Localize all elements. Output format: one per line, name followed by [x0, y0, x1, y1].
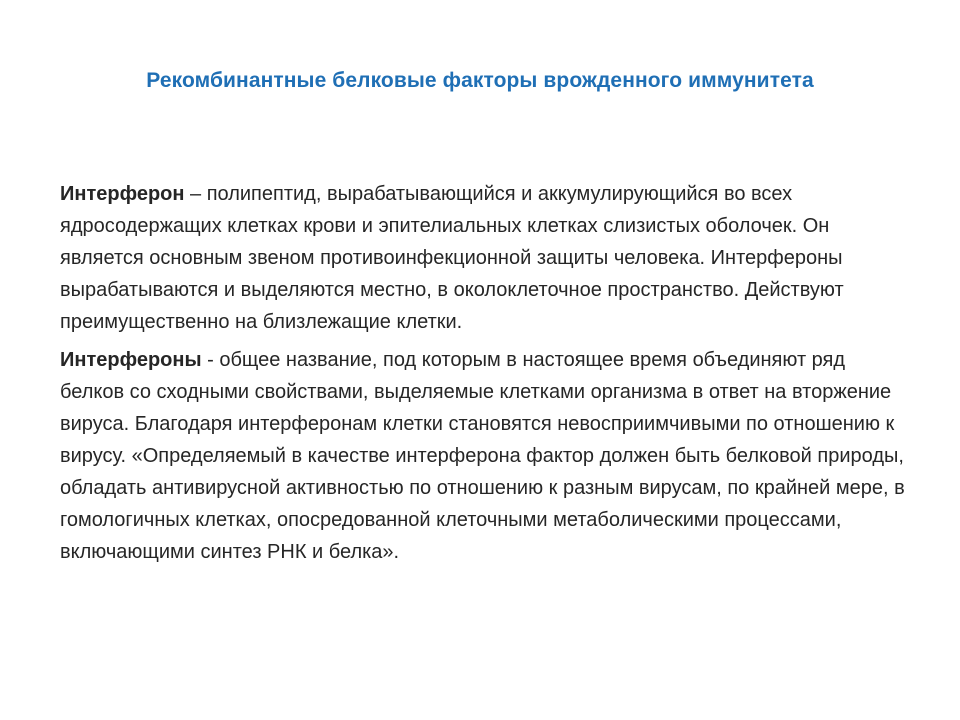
term-interferons: Интерфероны — [60, 349, 202, 371]
paragraph-text: – полипептид, вырабатывающийся и аккумулирующийся во всех ядросодержащих клетках крови и эпителиальных клетках слизистых оболочек. Он является основным звеном противоинфекционной защиты человека. Интерфероны вырабатываются и выделяются местно, в околоклеточное пространство. Действуют преимущественно на близлежащие клетки. — [60, 183, 844, 333]
paragraph-interferons-definition — [60, 344, 910, 568]
paragraph-interferon-definition — [60, 178, 910, 338]
paragraph-text: - общее название, под которым в настоящее время объединяют ряд белков со сходными свойствами, выделяемые клетками организма в ответ на вторжение вируса. Благодаря интерферонам клетки становятся невосприимчивыми по отношению к вирусу. «Определяемый в качестве интерферона фактор должен быть белковой природы, обладать антивирусной активностью по отношению к разным вирусам, по крайней мере, в гомологичных клетках, опосредованной клеточными метаболическими процессами, включающими синтез РНК и белка». — [60, 349, 905, 563]
term-interferon: Интерферон — [60, 183, 185, 205]
slide-body — [60, 178, 910, 574]
slide-title: Рекомбинантные белковые факторы врожденного иммунитета — [146, 69, 814, 92]
